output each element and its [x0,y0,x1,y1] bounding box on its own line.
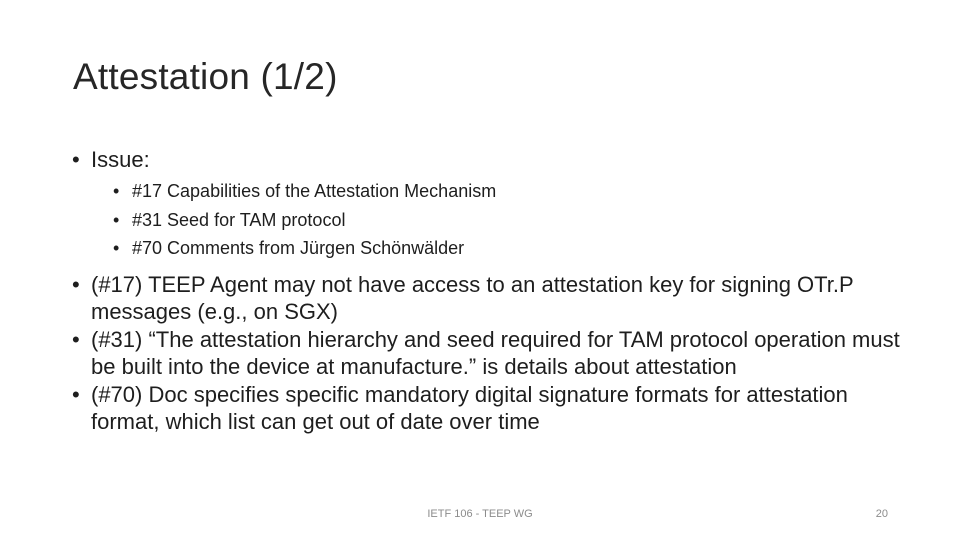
footer-event: IETF 106 - TEEP WG [427,508,533,520]
issue-subitem-text: #17 Capabilities of the Attestation Mechanism [132,181,497,201]
page-number: 20 [875,508,888,520]
bullet-dot: • [113,181,120,201]
issue-subitem [111,177,900,206]
issue-subitem [111,234,900,263]
issue-label: Issue: [91,147,150,172]
issue-subitem-text: #70 Comments from Jürgen Schönwälder [132,238,465,258]
bullet-dot: • [72,271,80,297]
issue-subitem [111,206,900,235]
bullet-text: (#70) Doc specifies specific mandatory digital signature formats for attestation format, which list can get out of date over time [91,381,848,434]
bullet-dot: • [72,381,80,407]
slide-title: Attestation (1/2) [73,56,338,97]
issue-subitem-text: #31 Seed for TAM protocol [132,209,346,230]
bullet-dot: • [113,238,120,258]
bullet-text: (#17) TEEP Agent may not have access to an attestation key for signing OTr.P messages (e.g., on SGX) [91,271,854,324]
bullet-dot: • [113,209,120,230]
bullet-item [70,381,900,435]
bullet-item [70,271,900,325]
slide-body [70,146,900,435]
bullet-text: (#31) “The attestation hierarchy and seed required for TAM protocol operation must be built into the device at manufacture.” is details about attestation [91,326,900,379]
bullet-dot: • [72,326,80,352]
bullet-dot: • [72,147,80,172]
issue-sublist [111,177,900,263]
bullet-issue [70,146,900,173]
bullet-item [70,326,900,380]
